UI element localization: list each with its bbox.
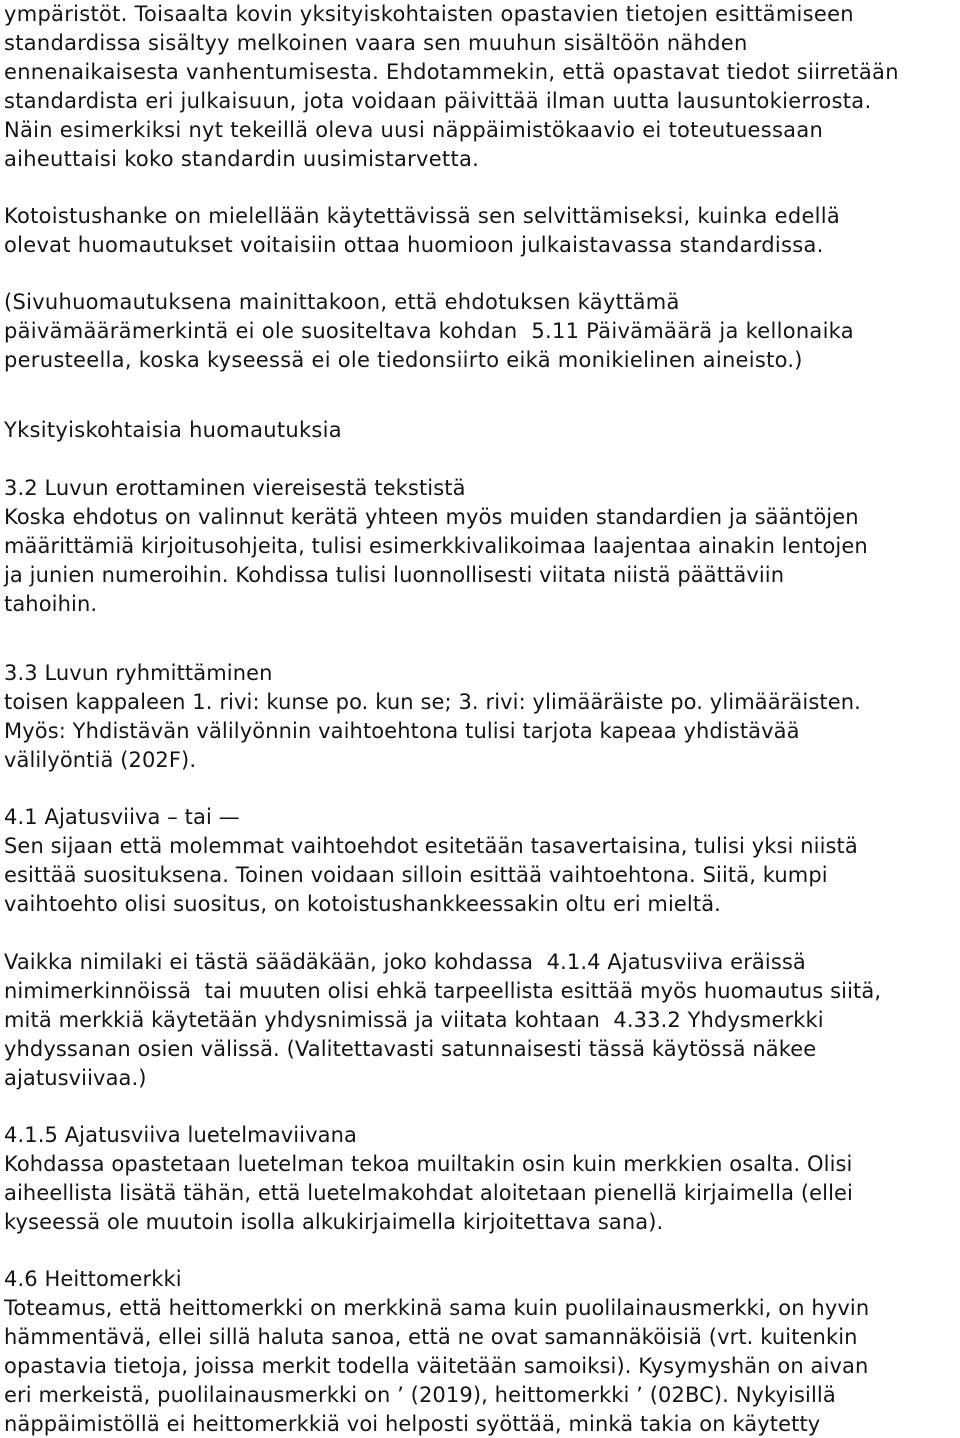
- text-line: Myös: Yhdistävän välilyönnin vaihtoehtona tulisi tarjota kapeaa yhdistävää: [4, 719, 800, 743]
- section-heading: 3.2 Luvun erottaminen viereisestä tekstistä: [4, 476, 466, 500]
- text-line: aiheuttaisi koko standardin uusimistarvetta.: [4, 147, 480, 171]
- text-line: Kotoistushanke on mielellään käytettävissä sen selvittämiseksi, kuinka edellä: [4, 204, 841, 228]
- text-line: kyseessä ole muutoin isolla alkukirjaimella kirjoitettava sana).: [4, 1210, 664, 1234]
- section-heading: 4.6 Heittomerkki: [4, 1267, 182, 1291]
- text-line: välilyöntiä (202F).: [4, 748, 197, 772]
- text-line: Vaikka nimilaki ei tästä säädäkään, joko kohdassa 4.1.4 Ajatusviiva eräissä: [4, 950, 806, 974]
- text-line: aiheellista lisätä tähän, että luetelmakohdat aloitetaan pienellä kirjaimella (ellei: [4, 1181, 853, 1205]
- text-line: eri merkeistä, puolilainausmerkki on ’ (2019), heittomerkki ʼ (02BC). Nykyisillä: [4, 1383, 836, 1407]
- text-line: Toteamus, että heittomerkki on merkkinä sama kuin puolilainausmerkki, on hyvin: [4, 1296, 870, 1320]
- section-heading: Yksityiskohtaisia huomautuksia: [4, 418, 342, 442]
- text-line: standardissa sisältyy melkoinen vaara sen muuhun sisältöön nähden: [4, 31, 748, 55]
- text-line: perusteella, koska kyseessä ei ole tiedonsiirto eikä monikielinen aineisto.): [4, 348, 803, 372]
- text-line: olevat huomautukset voitaisiin ottaa huomioon julkaistavassa standardissa.: [4, 233, 824, 257]
- text-line: Kohdassa opastetaan luetelman tekoa muiltakin osin kuin merkkien osalta. Olisi: [4, 1152, 853, 1176]
- text-line: mitä merkkiä käytetään yhdysnimissä ja viitata kohtaan 4.33.2 Yhdysmerkki: [4, 1008, 824, 1032]
- text-line: näppäimistöllä ei heittomerkkiä voi helposti syöttää, minkä takia on käytetty: [4, 1412, 821, 1436]
- text-line: hämmentävä, ellei sillä haluta sanoa, että ne ovat samannäköisiä (vrt. kuitenkin: [4, 1325, 858, 1349]
- text-line: (Sivuhuomautuksena mainittakoon, että ehdotuksen käyttämä: [4, 290, 680, 314]
- text-line: yhdyssanan osien välissä. (Valitettavasti satunnaisesti tässä käytössä näkee: [4, 1037, 817, 1061]
- text-line: nimimerkinnöissä tai muuten olisi ehkä tarpeellista esittää myös huomautus siitä,: [4, 979, 882, 1003]
- text-line: ja junien numeroihin. Kohdissa tulisi luonnollisesti viitata niistä päättäviin: [4, 563, 785, 587]
- section-heading: 4.1 Ajatusviiva – tai —: [4, 805, 240, 829]
- text-line: päivämäärämerkintä ei ole suositeltava kohdan 5.11 Päivämäärä ja kellonaika: [4, 319, 854, 343]
- text-line: ennenaikaisesta vanhentumisesta. Ehdotammekin, että opastavat tiedot siirretään: [4, 60, 899, 84]
- text-line: esittää suosituksena. Toinen voidaan silloin esittää vaihtoehtona. Siitä, kumpi: [4, 863, 828, 887]
- text-line: standardista eri julkaisuun, jota voidaan päivittää ilman uutta lausuntokierrosta.: [4, 89, 872, 113]
- text-line: ympäristöt. Toisaalta kovin yksityiskohtaisten opastavien tietojen esittämiseen: [4, 2, 854, 26]
- text-line: Sen sijaan että molemmat vaihtoehdot esitetään tasavertaisina, tulisi yksi niistä: [4, 834, 858, 858]
- text-line: opastavia tietoja, joissa merkit todella väitetään samoiksi). Kysymyshän on aivan: [4, 1354, 869, 1378]
- text-line: Koska ehdotus on valinnut kerätä yhteen myös muiden standardien ja sääntöjen: [4, 505, 859, 529]
- text-line: tahoihin.: [4, 592, 98, 616]
- text-line: määrittämiä kirjoitusohjeita, tulisi esimerkkivalikoimaa laajentaa ainakin lentojen: [4, 534, 868, 558]
- section-heading: 4.1.5 Ajatusviiva luetelmaviivana: [4, 1123, 357, 1147]
- text-line: Näin esimerkiksi nyt tekeillä oleva uusi näppäimistökaavio ei toteutuessaan: [4, 118, 824, 142]
- section-heading: 3.3 Luvun ryhmittäminen: [4, 661, 273, 685]
- text-line: toisen kappaleen 1. rivi: kunse po. kun se; 3. rivi: ylimääräiste po. ylimääräisten.: [4, 690, 861, 714]
- text-line: ajatusviivaa.): [4, 1066, 147, 1090]
- text-line: vaihtoehto olisi suositus, on kotoistushankkeessakin oltu eri mieltä.: [4, 892, 721, 916]
